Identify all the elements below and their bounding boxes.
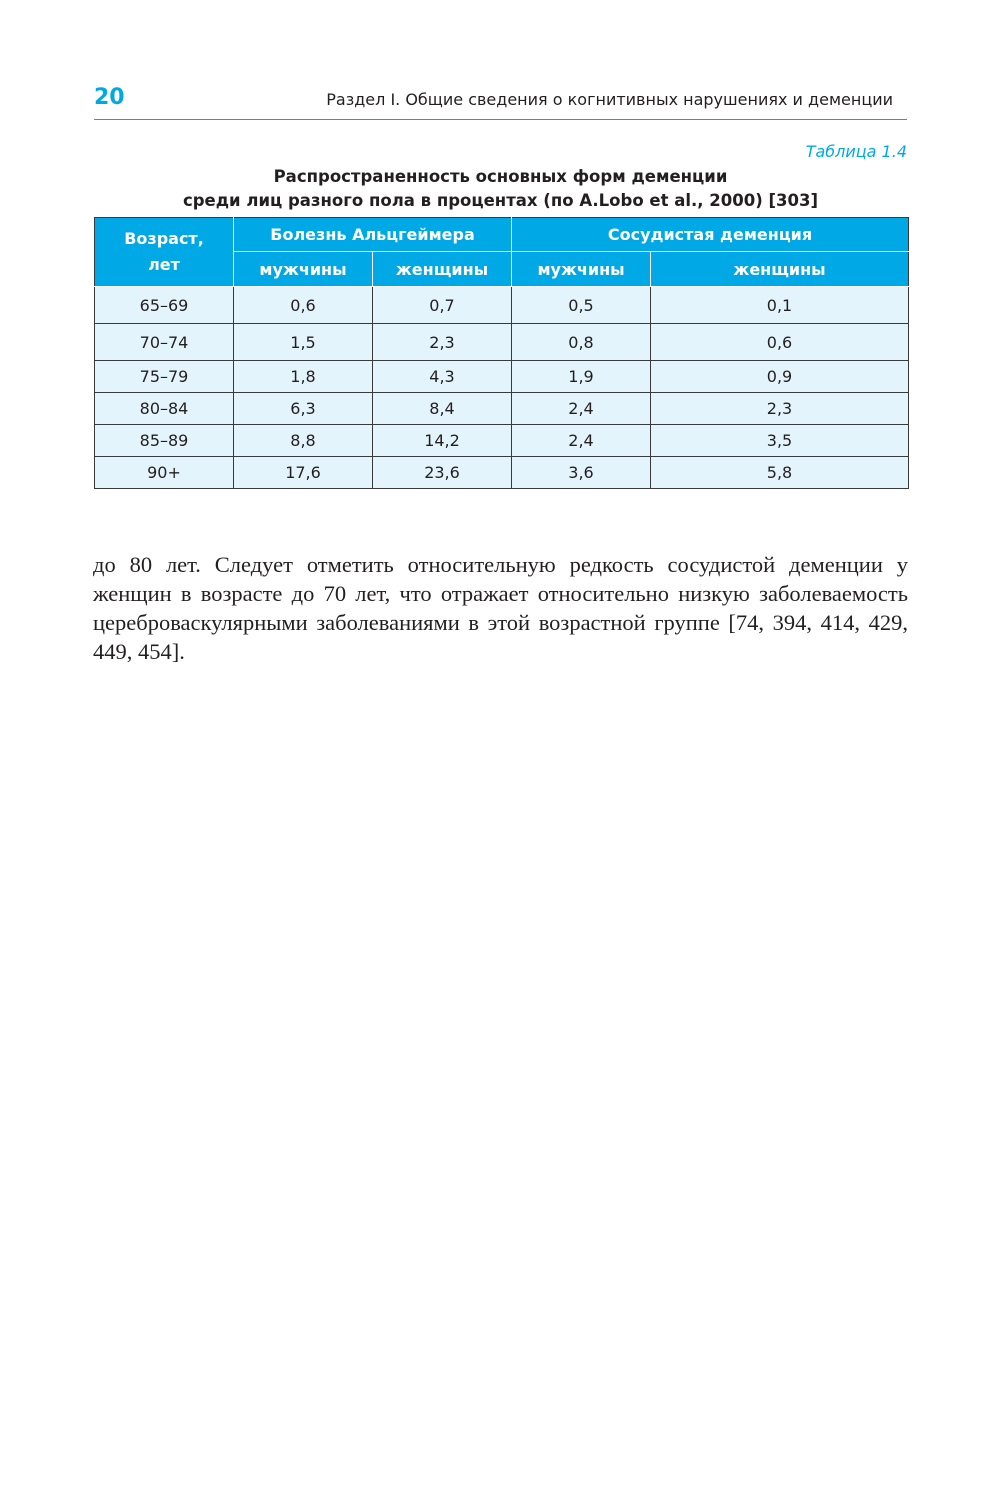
value-cell: 8,4 (373, 393, 512, 425)
age-cell: 75–79 (95, 361, 234, 393)
value-cell: 23,6 (373, 457, 512, 489)
value-cell: 2,3 (373, 324, 512, 361)
value-cell: 0,7 (373, 287, 512, 324)
age-cell: 65–69 (95, 287, 234, 324)
value-cell: 17,6 (234, 457, 373, 489)
table-row (95, 425, 909, 457)
table-row (95, 287, 909, 324)
value-cell: 2,3 (651, 393, 909, 425)
vascular-men-header: мужчины (512, 252, 651, 287)
value-cell: 2,4 (512, 393, 651, 425)
age-cell: 85–89 (95, 425, 234, 457)
header-rule (94, 119, 907, 120)
value-cell: 3,5 (651, 425, 909, 457)
value-cell: 0,6 (651, 324, 909, 361)
value-cell: 0,9 (651, 361, 909, 393)
value-cell: 8,8 (234, 425, 373, 457)
value-cell: 14,2 (373, 425, 512, 457)
value-cell: 1,9 (512, 361, 651, 393)
table-title-line-2: среди лиц разного пола в процентах (по A.Lobo et al., 2000) [303] (182, 191, 819, 210)
running-title: Раздел I. Общие сведения о когнитивных нарушениях и деменции (326, 90, 893, 109)
prevalence-table (94, 217, 909, 489)
table-row (95, 361, 909, 393)
value-cell: 6,3 (234, 393, 373, 425)
vascular-group-header: Сосудистая деменция (512, 218, 909, 252)
age-cell: 70–74 (95, 324, 234, 361)
age-column-header (95, 218, 234, 287)
table-label: Таблица 1.4 (805, 142, 907, 161)
alzheimer-group-header: Болезнь Альцгеймера (234, 218, 512, 252)
table-header-row-groups (95, 218, 909, 252)
value-cell: 3,6 (512, 457, 651, 489)
age-header-line-1: Возраст, (124, 229, 204, 248)
value-cell: 0,1 (651, 287, 909, 324)
value-cell: 1,5 (234, 324, 373, 361)
value-cell: 0,8 (512, 324, 651, 361)
value-cell: 2,4 (512, 425, 651, 457)
table-title (94, 165, 907, 213)
alzheimer-women-header: женщины (373, 252, 512, 287)
table-row (95, 324, 909, 361)
page-number: 20 (94, 85, 125, 110)
table-row (95, 393, 909, 425)
value-cell: 5,8 (651, 457, 909, 489)
table-title-line-1: Распространенность основных форм деменции (273, 167, 728, 186)
value-cell: 1,8 (234, 361, 373, 393)
value-cell: 0,6 (234, 287, 373, 324)
value-cell: 0,5 (512, 287, 651, 324)
age-cell: 90+ (95, 457, 234, 489)
value-cell: 4,3 (373, 361, 512, 393)
vascular-women-header: женщины (651, 252, 909, 287)
body-paragraph: до 80 лет. Следует отметить относительную редкость сосудистой деменции у женщин в возрасте до 70 лет, что отражает относительно низкую заболеваемость цереброваскулярными заболеваниями в этой возрастной группе [74, 394, 414, 429, 449, 454]. (93, 551, 908, 664)
age-cell: 80–84 (95, 393, 234, 425)
table-row (95, 457, 909, 489)
alzheimer-men-header: мужчины (234, 252, 373, 287)
age-header-line-2: лет (148, 255, 180, 274)
